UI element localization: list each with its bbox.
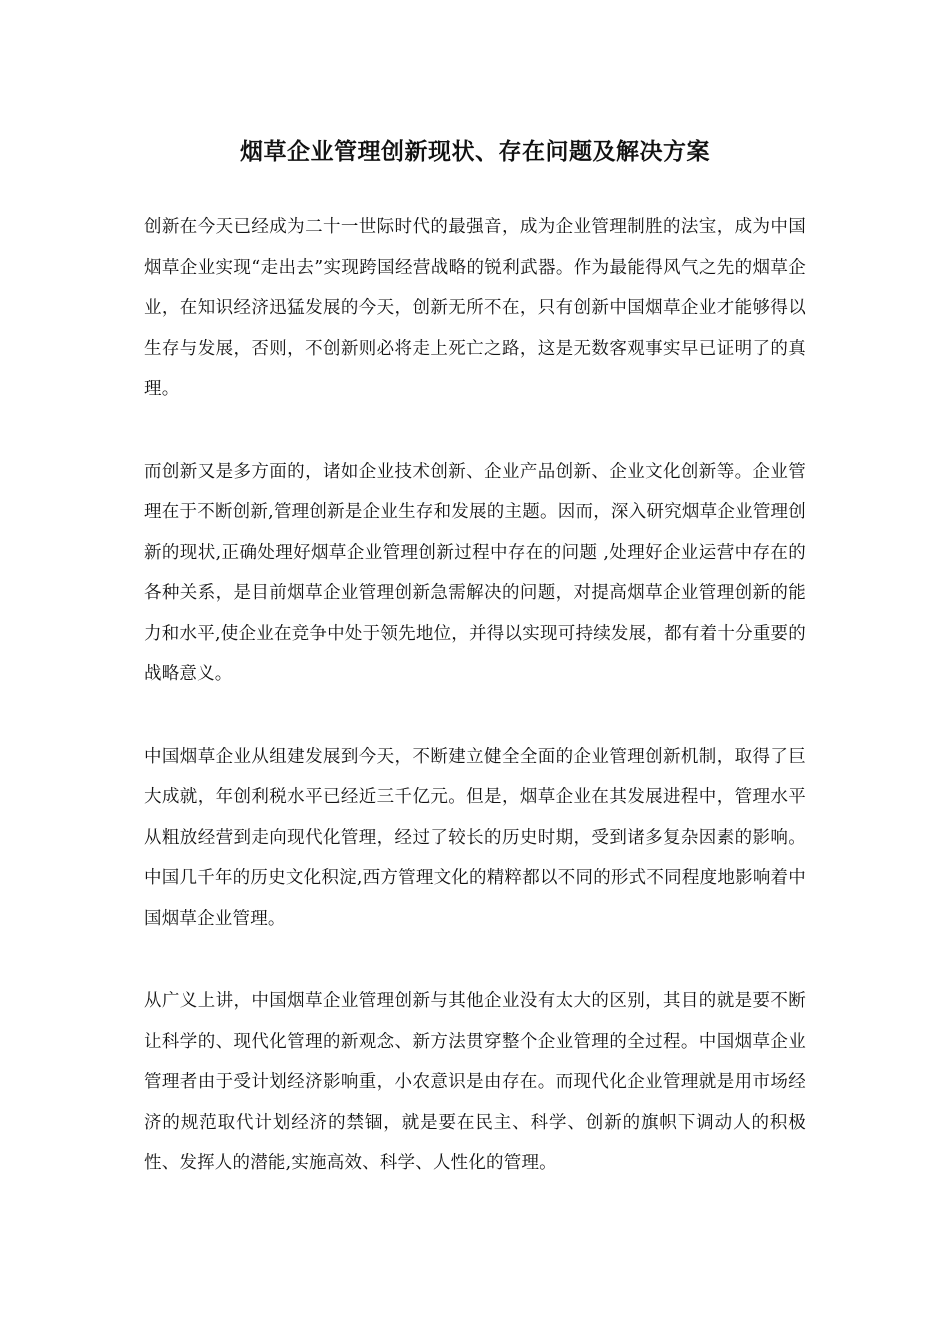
paragraph-3: 中国烟草企业从组建发展到今天，不断建立健全全面的企业管理创新机制，取得了巨大成就，年创利税水平已经近三千亿元。但是，烟草企业在其发展进程中，管理水平从粗放经营到走向现代化管理，经过了较长的历史时期，受到诸多复杂因素的影响。中国几千年的历史文化积淀,西方管理文化的精粹都以不同的形式不同程度地影响着中国烟草企业管理。: [144, 746, 806, 929]
paragraph-2: 而创新又是多方面的，诸如企业技术创新、企业产品创新、企业文化创新等。企业管理在于不断创新,管理创新是企业生存和发展的主题。因而，深入研究烟草企业管理创新的现状,正确处理好烟草企业管理创新过程中存在的问题 ,处理好企业运营中存在的各种关系，是目前烟草企业管理创新急需解决的问题，对提高烟草企业管理创新的能力和水平,使企业在竞争中处于领先地位，并得以实现可持续发展，都有着十分重要的战略意义。: [144, 461, 806, 684]
document-title: 烟草企业管理创新现状、存在问题及解决方案: [240, 138, 710, 165]
paragraph-1: 创新在今天已经成为二十一世际时代的最强音，成为企业管理制胜的法宝，成为中国烟草企业实现“走出去”实现跨国经营战略的锐利武器。作为最能得风气之先的烟草企业，在知识经济迅猛发展的今天，创新无所不在，只有创新中国烟草企业才能够得以生存与发展，否则，不创新则必将走上死亡之路，这是无数客观事实早已证明了的真理。: [144, 217, 806, 399]
document-body: [144, 207, 806, 1226]
paragraph-4: 从广义上讲，中国烟草企业管理创新与其他企业没有太大的区别，其目的就是要不断让科学的、现代化管理的新观念、新方法贯穿整个企业管理的全过程。中国烟草企业管理者由于受计划经济影响重，小农意识是由存在。而现代化企业管理就是用市场经济的规范取代计划经济的禁锢，就是要在民主、科学、创新的旗帜下调动人的积极性、发挥人的潜能,实施高效、科学、人性化的管理。: [144, 991, 806, 1173]
